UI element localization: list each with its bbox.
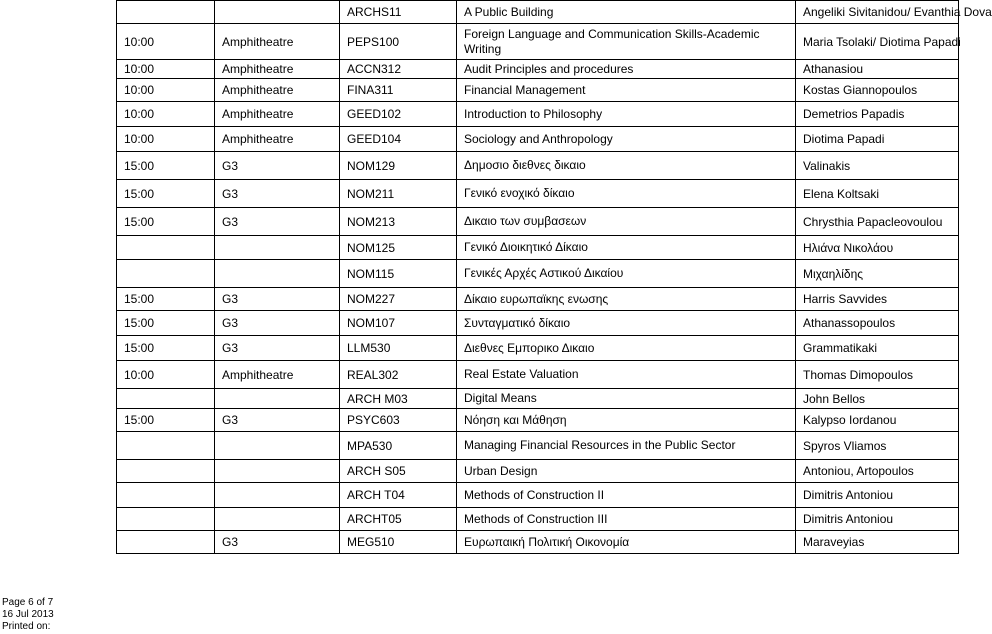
instructor-cell: Spyros Vliamos <box>796 432 959 460</box>
table-row <box>117 208 959 236</box>
time-cell <box>117 236 215 260</box>
time-cell: 15:00 <box>117 152 215 180</box>
course-code-cell: ARCH S05 <box>340 460 457 483</box>
table-row <box>117 361 959 389</box>
course-code-cell: NOM129 <box>340 152 457 180</box>
instructor-cell: Dimitris Antoniou <box>796 483 959 508</box>
instructor-cell: Kalypso Iordanou <box>796 409 959 432</box>
table-row <box>117 60 959 79</box>
course-title-cell: Foreign Language and Communication Skills-Academic Writing <box>457 24 796 60</box>
course-code-cell: NOM107 <box>340 311 457 336</box>
room-cell <box>215 460 340 483</box>
course-code-cell: NOM213 <box>340 208 457 236</box>
schedule-table <box>116 0 992 554</box>
table-row <box>117 260 959 288</box>
table-row <box>117 180 959 208</box>
course-code-cell: MPA530 <box>340 432 457 460</box>
instructor-cell: Diotima Papadi <box>796 127 959 152</box>
instructor-cell: John Bellos <box>796 389 959 409</box>
course-title-cell: Methods of Construction III <box>457 508 796 531</box>
course-code-cell: ARCH M03 <box>340 389 457 409</box>
time-cell: 10:00 <box>117 79 215 102</box>
instructor-cell: Valinakis <box>796 152 959 180</box>
room-cell <box>215 389 340 409</box>
course-title-cell: Ευρωπαική Πολιτική Οικονομία <box>457 531 796 554</box>
time-cell: 10:00 <box>117 361 215 389</box>
room-cell: Amphitheatre <box>215 102 340 127</box>
course-code-cell: LLM530 <box>340 336 457 361</box>
time-cell: 15:00 <box>117 336 215 361</box>
time-cell <box>117 1 215 24</box>
course-code-cell: NOM227 <box>340 288 457 311</box>
table-row <box>117 236 959 260</box>
instructor-cell: Angeliki Sivitanidou/ Evanthia Dova <box>796 1 959 24</box>
table-row <box>117 409 959 432</box>
course-code-cell: ACCN312 <box>340 60 457 79</box>
table-row <box>117 152 959 180</box>
course-title-cell: Γενικό ενοχικό δίκαιο <box>457 180 796 208</box>
room-cell: G3 <box>215 311 340 336</box>
time-cell: 10:00 <box>117 102 215 127</box>
course-code-cell: NOM115 <box>340 260 457 288</box>
table-row <box>117 79 959 102</box>
room-cell <box>215 1 340 24</box>
time-cell: 10:00 <box>117 60 215 79</box>
course-code-cell: MEG510 <box>340 531 457 554</box>
time-cell: 15:00 <box>117 409 215 432</box>
instructor-cell: Harris Savvides <box>796 288 959 311</box>
course-title-cell: Methods of Construction II <box>457 483 796 508</box>
instructor-cell: Antoniou, Artopoulos <box>796 460 959 483</box>
course-code-cell: FINA311 <box>340 79 457 102</box>
room-cell: G3 <box>215 152 340 180</box>
instructor-cell: Maria Tsolaki/ Diotima Papadi <box>796 24 959 60</box>
room-cell: G3 <box>215 180 340 208</box>
room-cell: Amphitheatre <box>215 127 340 152</box>
time-cell: 15:00 <box>117 311 215 336</box>
instructor-cell: Elena Koltsaki <box>796 180 959 208</box>
schedule-body <box>117 1 992 554</box>
table-row <box>117 311 959 336</box>
instructor-cell: Μιχαηλίδης <box>796 260 959 288</box>
course-title-cell: Δημοσιο διεθνες δικαιο <box>457 152 796 180</box>
course-title-cell: Sociology and Anthropology <box>457 127 796 152</box>
instructor-cell: Ηλιάνα Νικολάου <box>796 236 959 260</box>
course-title-cell: Γενικό Διοικητικό Δίκαιο <box>457 236 796 260</box>
course-title-cell: Συνταγματικό δίκαιο <box>457 311 796 336</box>
course-code-cell: GEED104 <box>340 127 457 152</box>
course-code-cell: ARCHS11 <box>340 1 457 24</box>
room-cell: G3 <box>215 336 340 361</box>
instructor-cell: Demetrios Papadis <box>796 102 959 127</box>
instructor-cell: Grammatikaki <box>796 336 959 361</box>
table-row <box>117 336 959 361</box>
room-cell: G3 <box>215 409 340 432</box>
table-row <box>117 483 959 508</box>
course-title-cell: Δικαιο των συμβασεων <box>457 208 796 236</box>
room-cell <box>215 260 340 288</box>
table-row <box>117 127 959 152</box>
time-cell: 10:00 <box>117 127 215 152</box>
room-cell: G3 <box>215 531 340 554</box>
course-code-cell: NOM125 <box>340 236 457 260</box>
time-cell <box>117 389 215 409</box>
instructor-cell: Athanasiou <box>796 60 959 79</box>
course-title-cell: Real Estate Valuation <box>457 361 796 389</box>
time-cell <box>117 460 215 483</box>
time-cell: 15:00 <box>117 288 215 311</box>
course-title-cell: Γενικές Αρχές Αστικού Δικαίου <box>457 260 796 288</box>
course-code-cell: ARCH T04 <box>340 483 457 508</box>
instructor-cell: Dimitris Antoniou <box>796 508 959 531</box>
footer-printed: Printed on: <box>2 621 51 632</box>
table-row <box>117 1 959 24</box>
table-row <box>117 24 959 60</box>
room-cell <box>215 432 340 460</box>
table-row <box>117 389 959 409</box>
course-code-cell: GEED102 <box>340 102 457 127</box>
table-row <box>117 102 959 127</box>
course-title-cell: Urban Design <box>457 460 796 483</box>
course-code-cell: NOM211 <box>340 180 457 208</box>
room-cell: Amphitheatre <box>215 60 340 79</box>
time-cell <box>117 432 215 460</box>
instructor-cell: Athanassopoulos <box>796 311 959 336</box>
room-cell <box>215 508 340 531</box>
room-cell: Amphitheatre <box>215 361 340 389</box>
room-cell <box>215 236 340 260</box>
instructor-cell: Maraveyias <box>796 531 959 554</box>
course-title-cell: Νόηση και Μάθηση <box>457 409 796 432</box>
time-cell <box>117 260 215 288</box>
course-title-cell: Δίκαιο ευρωπαϊκης ενωσης <box>457 288 796 311</box>
course-title-cell: Digital Means <box>457 389 796 409</box>
room-cell: G3 <box>215 208 340 236</box>
time-cell: 10:00 <box>117 24 215 60</box>
room-cell <box>215 483 340 508</box>
footer-date: 16 Jul 2013 <box>2 609 54 620</box>
room-cell: G3 <box>215 288 340 311</box>
room-cell: Amphitheatre <box>215 24 340 60</box>
table-row <box>117 288 959 311</box>
time-cell <box>117 531 215 554</box>
course-title-cell: Introduction to Philosophy <box>457 102 796 127</box>
footer-page: Page 6 of 7 <box>2 597 54 608</box>
table-row <box>117 432 959 460</box>
time-cell <box>117 508 215 531</box>
instructor-cell: Thomas Dimopoulos <box>796 361 959 389</box>
course-title-cell: A Public Building <box>457 1 796 24</box>
time-cell <box>117 483 215 508</box>
room-cell: Amphitheatre <box>215 79 340 102</box>
course-code-cell: ARCHT05 <box>340 508 457 531</box>
table-row <box>117 508 959 531</box>
course-code-cell: REAL302 <box>340 361 457 389</box>
table-row <box>117 531 959 554</box>
table-row <box>117 460 959 483</box>
course-title-cell: Audit Principles and procedures <box>457 60 796 79</box>
course-title-cell: Financial Management <box>457 79 796 102</box>
instructor-cell: Chrysthia Papacleovoulou <box>796 208 959 236</box>
instructor-cell: Kostas Giannopoulos <box>796 79 959 102</box>
course-code-cell: PSYC603 <box>340 409 457 432</box>
course-title-cell: Διεθνες Εμπορικο Δικαιο <box>457 336 796 361</box>
time-cell: 15:00 <box>117 180 215 208</box>
course-title-cell: Managing Financial Resources in the Public Sector <box>457 432 796 460</box>
course-code-cell: PEPS100 <box>340 24 457 60</box>
time-cell: 15:00 <box>117 208 215 236</box>
